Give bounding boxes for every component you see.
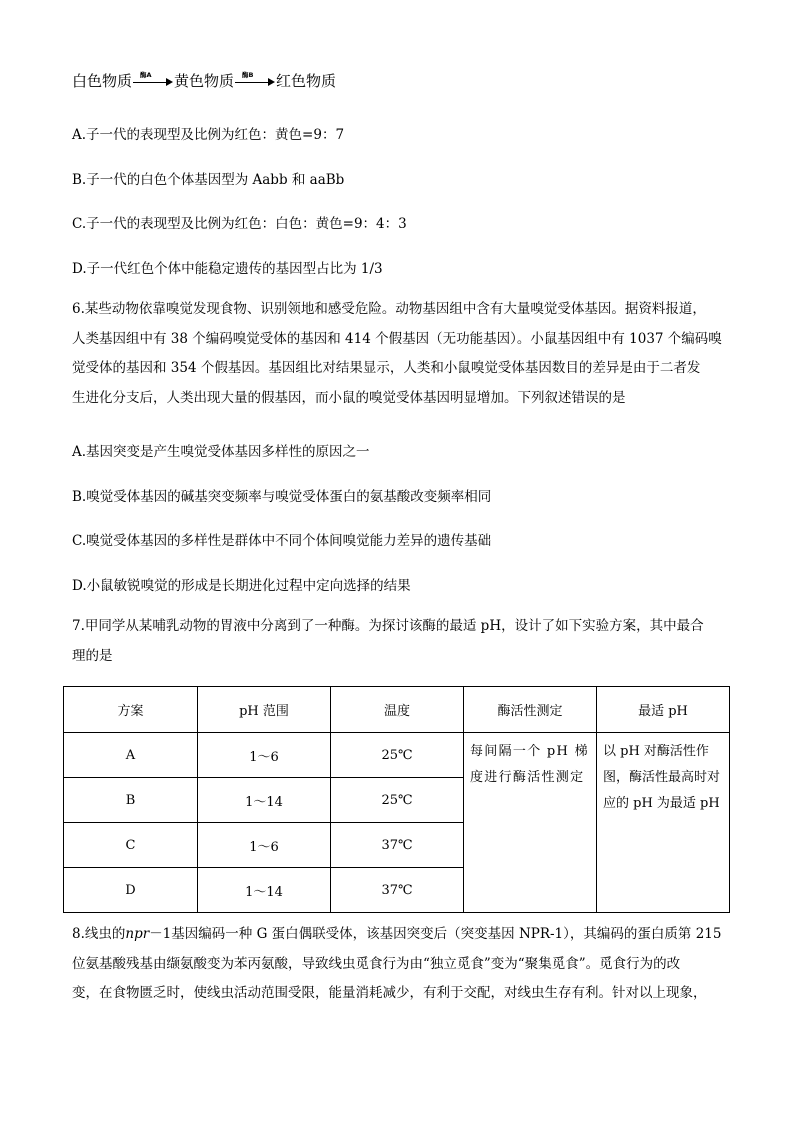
pathway-start: 白色物质 [72, 72, 133, 90]
pigment-pathway [72, 70, 336, 91]
table-header-row [64, 687, 730, 733]
q5-option-d: D.子一代红色个体中能稳定遗传的基因型占比为 1/3 [72, 261, 383, 277]
cell-ph: 1～6 [198, 733, 331, 778]
cell-temp: 37℃ [331, 868, 464, 913]
enzyme-b-label: 酶B [242, 70, 254, 79]
q7-stem [72, 612, 732, 671]
q6-option-c: C.嗅觉受体基因的多样性是群体中不同个体间嗅觉能力差异的遗传基础 [72, 533, 492, 549]
q5-option-b: B.子一代的白色个体基因型为 Aabb 和 aaBb [72, 172, 345, 188]
cell-plan: C [64, 823, 198, 868]
q6-stem-line: 人类基因组中有 38 个编码嗅觉受体的基因和 414 个假基因（无功能基因）。小鼠基因组中有 1037 个编码嗅 [72, 330, 722, 347]
q6-stem [72, 295, 732, 413]
q8-stem-line: 变，在食物匮乏时，使线虫活动范围受限，能量消耗减少，有利于交配，对线虫生存有利。针对以上现象， [72, 985, 707, 1001]
cell-ph: 1～6 [198, 823, 331, 868]
arrow-enzyme-b [235, 70, 275, 89]
q6-stem-line: 6.某些动物依靠嗅觉发现食物、识别领地和感受危险。动物基因组中含有大量嗅觉受体基因。据资料报道， [72, 301, 706, 317]
cell-plan: A [64, 733, 198, 778]
q8-stem [72, 920, 732, 1009]
q8-prefix: 8.线虫的 [72, 926, 126, 942]
q7-stem-line: 理的是 [72, 647, 113, 664]
q5-option-a: A.子一代的表现型及比例为红色：黄色=9：7 [72, 127, 345, 143]
q6-stem-line: 觉受体的基因和 354 个假基因。基因组比对结果显示，人类和小鼠嗅觉受体基因数目的差异是由于二者发 [72, 360, 701, 376]
q6-option-d: D.小鼠敏锐嗅觉的形成是长期进化过程中定向选择的结果 [72, 578, 411, 594]
experiment-plan-table [63, 686, 730, 913]
cell-activity-method: 每间隔一个 pH 梯度进行酶活性测定 [464, 733, 597, 913]
pathway-middle: 黄色物质 [174, 72, 235, 90]
pathway-end: 红色物质 [276, 72, 337, 90]
cell-temp: 25℃ [331, 778, 464, 823]
cell-plan: D [64, 868, 198, 913]
q6-option-b: B.嗅觉受体基因的碱基突变频率与嗅觉受体蛋白的氨基酸改变频率相同 [72, 489, 492, 505]
table-row [64, 733, 730, 778]
enzyme-a-label: 酶A [140, 70, 152, 79]
q8-line1-rest: 基因编码一种 G 蛋白偶联受体，该基因突变后（突变基因 NPR-1），其编码的蛋白质第 215 [171, 926, 722, 942]
header-plan: 方案 [64, 687, 198, 733]
header-ph-range: pH 范围 [198, 687, 331, 733]
arrow-right-icon [166, 78, 173, 86]
cell-optimal-method: 以 pH 对酶活性作图，酶活性最高时对应的 pH 为最适 pH [597, 733, 730, 913]
q6-stem-line: 生进化分支后，人类出现大量的假基因，而小鼠的嗅觉受体基因明显增加。下列叙述错误的是 [72, 389, 626, 406]
cell-temp: 37℃ [331, 823, 464, 868]
q8-stem-line: 位氨基酸残基由缬氨酸变为苯丙氨酸，导致线虫觅食行为由“独立觅食”变为“聚集觅食”。觅食行为的改 [72, 955, 681, 972]
cell-plan: B [64, 778, 198, 823]
header-optimal-ph: 最适 pH [597, 687, 730, 733]
q7-stem-line: 7.甲同学从某哺乳动物的胃液中分离到了一种酶。为探讨该酶的最适 pH，设计了如下实验方案，其中最合 [72, 618, 704, 634]
q8-gene: npr [125, 926, 150, 942]
q8-gene-suffix: －1 [149, 926, 172, 942]
arrow-enzyme-a [133, 70, 173, 89]
header-activity: 酶活性测定 [464, 687, 597, 733]
q8-stem-line [72, 920, 732, 950]
arrow-right-icon [268, 78, 275, 86]
header-temperature: 温度 [331, 687, 464, 733]
q5-option-c: C.子一代的表现型及比例为红色：白色：黄色=9：4：3 [72, 216, 407, 232]
q6-option-a: A.基因突变是产生嗅觉受体基因多样性的原因之一 [72, 444, 370, 460]
cell-ph: 1～14 [198, 778, 331, 823]
cell-temp: 25℃ [331, 733, 464, 778]
cell-ph: 1～14 [198, 868, 331, 913]
